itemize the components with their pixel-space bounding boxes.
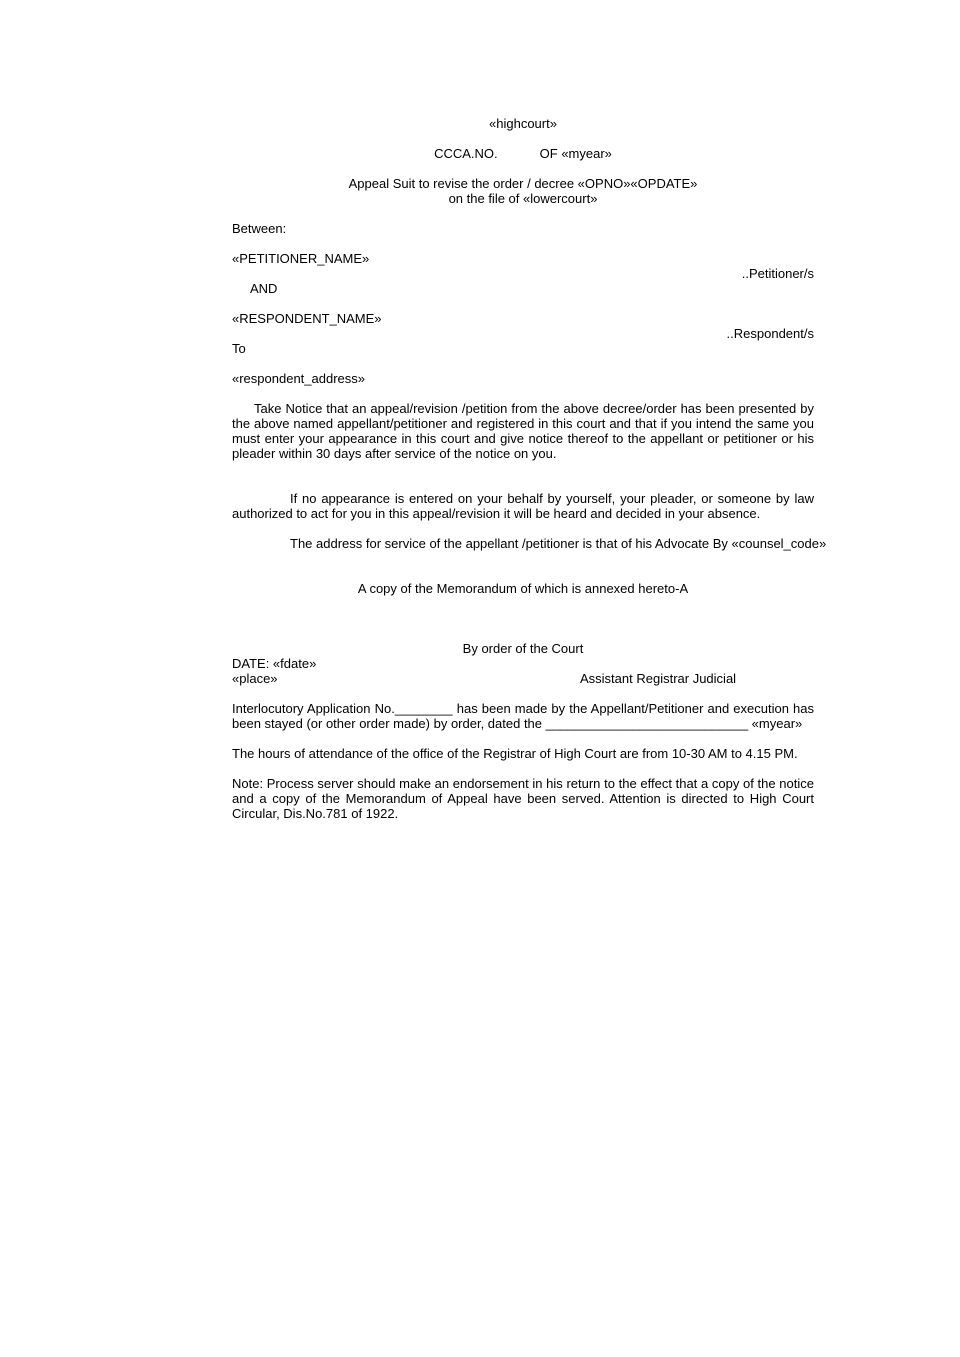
appeal-line-1: Appeal Suit to revise the order / decree «OPNO»«OPDATE»: [348, 176, 698, 191]
petitioner-name: «PETITIONER_NAME»: [232, 251, 370, 266]
by-order-label: By order of the Court: [462, 641, 584, 656]
date-field: DATE: «fdate»: [232, 656, 317, 671]
case-number-label: CCCA.NO.: [434, 146, 498, 161]
respondent-address: «respondent_address»: [232, 371, 365, 386]
place-field: «place»: [232, 671, 278, 686]
between-label: Between:: [232, 221, 287, 236]
address-paragraph: The address for service of the appellant /petitioner is that of his Advocate By «counsel_code»: [290, 536, 827, 551]
respondent-role: ..Respondent/s: [726, 326, 814, 341]
respondent-name: «RESPONDENT_NAME»: [232, 311, 382, 326]
to-label: To: [232, 341, 246, 356]
place-signature-row: [232, 671, 814, 686]
hours-paragraph: The hours of attendance of the office of the Registrar of High Court are from 10-30 AM to 4.15 PM.: [232, 746, 798, 761]
registrar-title: Assistant Registrar Judicial: [580, 671, 737, 686]
interlocutory-paragraph: Interlocutory Application No.________ has been made by the Appellant/Petitioner and execution has been stayed (or other order made) by order, dated the ____________________________ «myear»: [232, 701, 814, 731]
highcourt-title: «highcourt»: [489, 116, 557, 131]
document-page: [232, 116, 827, 821]
appearance-paragraph: If no appearance is entered on your behalf by yourself, your pleader, or someone by law authorized to act for you in this appeal/revision it will be heard and decided in your absence.: [232, 491, 814, 521]
appeal-line-2: on the file of «lowercourt»: [448, 191, 598, 206]
case-year: OF «myear»: [539, 146, 612, 161]
respondent-role-row: [232, 326, 814, 341]
and-label: AND: [250, 281, 278, 296]
petitioner-role: ..Petitioner/s: [741, 266, 814, 281]
petitioner-role-row: [232, 266, 814, 281]
note-paragraph: Note: Process server should make an endorsement in his return to the effect that a copy of the notice and a copy of the Memorandum of Appeal have been served. Attention is directed to High Court Circular, Dis.No.781 of 1922.: [232, 776, 814, 821]
notice-paragraph: Take Notice that an appeal/revision /petition from the above decree/order has been presented by the above named appellant/petitioner and registered in this court and that if you intend the same you must enter your appearance in this court and give notice thereof to the appellant or petitioner or his pleader within 30 days after service of the notice on you.: [232, 401, 814, 461]
memorandum-paragraph: A copy of the Memorandum of which is annexed hereto-A: [357, 581, 689, 596]
case-number-line: [232, 146, 814, 161]
